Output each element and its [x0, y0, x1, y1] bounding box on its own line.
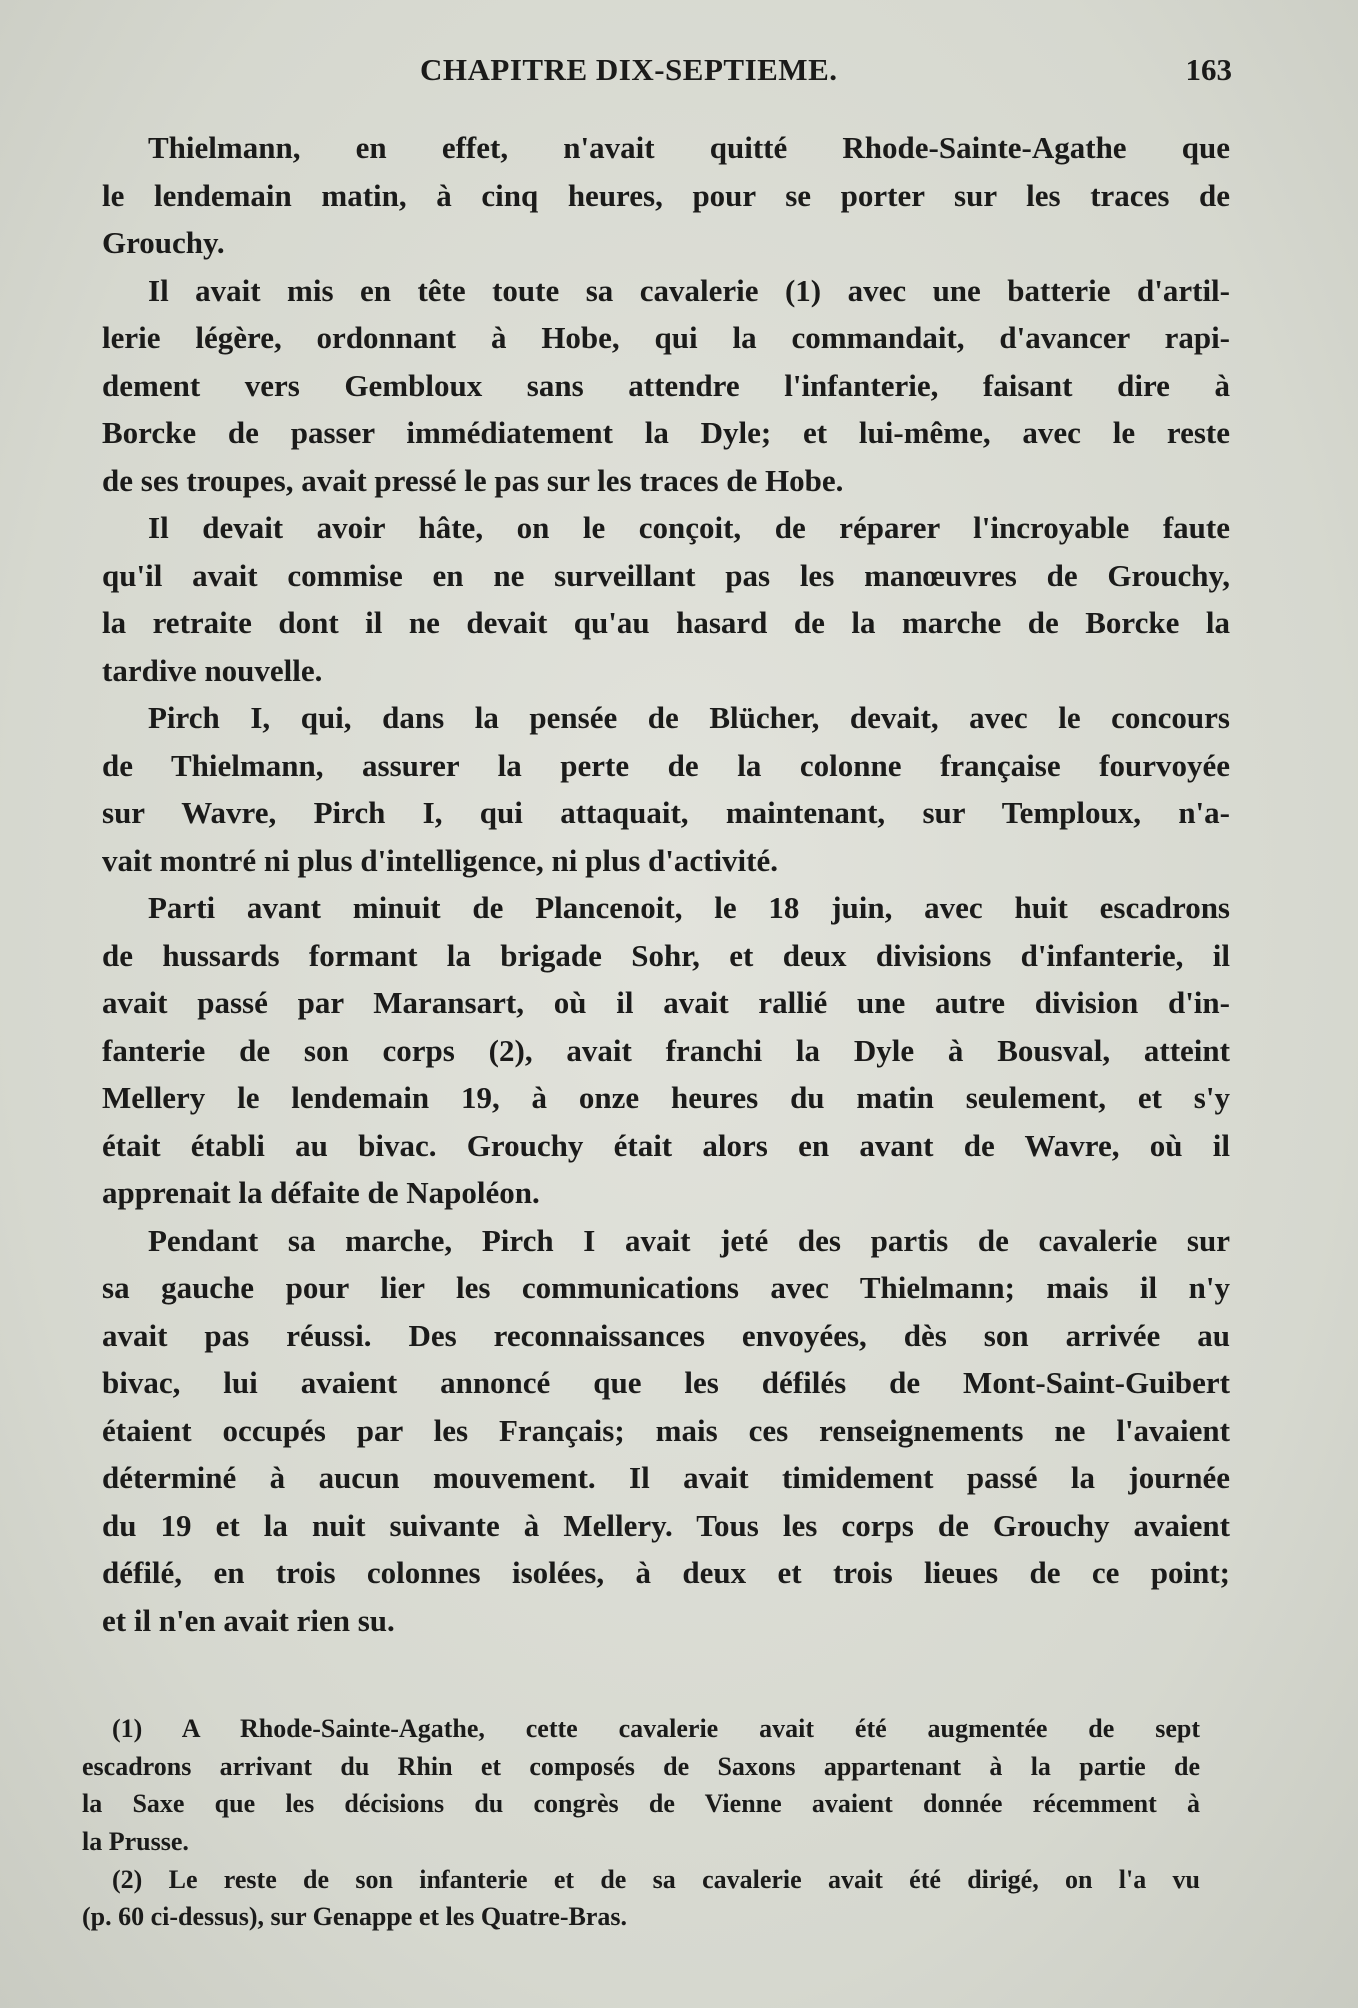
text-line: Pendant sa marche, Pirch I avait jeté des partis de cavalerie sur [148, 1222, 1230, 1258]
footnote-line: escadrons arrivant du Rhin et composés de Saxons appartenant à la partie de [82, 1751, 1200, 1781]
footnote-line: la Saxe que les décisions du congrès de Vienne avaient donnée récemment à [82, 1789, 1200, 1819]
text-line: fanterie de son corps (2), avait franchi la Dyle à Bousval, atteint [102, 1032, 1230, 1068]
text-line: sa gauche pour lier les communications avec Thielmann; mais il n'y [102, 1270, 1230, 1305]
text-line: de hussards formant la brigade Sohr, et deux divisions d'infanterie, il [102, 937, 1230, 973]
text-line: sur Wavre, Pirch I, qui attaquait, maintenant, sur Temploux, n'a- [102, 795, 1230, 830]
text-line: déterminé à aucun mouvement. Il avait timidement passé la journée [102, 1460, 1230, 1495]
text-line: défilé, en trois colonnes isolées, à deux et trois lieues de ce point; [102, 1555, 1230, 1590]
footnote-line: la Prusse. [82, 1827, 189, 1857]
footnote-line: (p. 60 ci-dessus), sur Genappe et les Quatre-Bras. [82, 1902, 628, 1932]
body-text [102, 124, 1230, 1644]
text-line: Mellery le lendemain 19, à onze heures du matin seulement, et s'y [102, 1080, 1230, 1115]
text-line: du 19 et la nuit suivante à Mellery. Tous les corps de Grouchy avaient [102, 1507, 1230, 1543]
text-line: était établi au bivac. Grouchy était alors en avant de Wavre, où il [102, 1127, 1230, 1163]
chapter-title: CHAPITRE DIX-SEPTIEME. [420, 52, 838, 87]
text-line: apprenait la défaite de Napoléon. [102, 1175, 540, 1210]
text-line: Thielmann, en effet, n'avait quitté Rhode-Sainte-Agathe que [148, 130, 1230, 165]
text-line: tardive nouvelle. [102, 652, 323, 688]
page-number: 163 [1185, 52, 1232, 87]
text-line: le lendemain matin, à cinq heures, pour se porter sur les traces de [102, 177, 1230, 213]
text-line: lerie légère, ordonnant à Hobe, qui la commandait, d'avancer rapi- [102, 320, 1230, 355]
text-line: Il avait mis en tête toute sa cavalerie (1) avec une batterie d'artil- [148, 272, 1230, 308]
text-line: avait pas réussi. Des reconnaissances envoyées, dès son arrivée au [102, 1317, 1230, 1353]
text-line: qu'il avait commise en ne surveillant pas les manœuvres de Grouchy, [102, 557, 1230, 593]
text-line: vait montré ni plus d'intelligence, ni plus d'activité. [102, 842, 779, 878]
text-line: Grouchy. [102, 225, 225, 260]
text-line: la retraite dont il ne devait qu'au hasard de la marche de Borcke la [102, 605, 1230, 640]
text-line: avait passé par Maransart, où il avait rallié une autre division d'in- [102, 985, 1230, 1020]
text-line: bivac, lui avaient annoncé que les défilés de Mont-Saint-Guibert [102, 1365, 1230, 1400]
text-line: de ses troupes, avait pressé le pas sur les traces de Hobe. [102, 462, 844, 498]
running-header [420, 52, 1232, 96]
text-line: de Thielmann, assurer la perte de la colonne française fourvoyée [102, 747, 1230, 783]
text-line: Borcke de passer immédiatement la Dyle; et lui-même, avec le reste [102, 415, 1230, 450]
footnotes [82, 1710, 1200, 1936]
text-line: et il n'en avait rien su. [102, 1602, 395, 1638]
text-line: dement vers Gembloux sans attendre l'infanterie, faisant dire à [102, 367, 1230, 403]
text-line: Parti avant minuit de Plancenoit, le 18 juin, avec huit escadrons [148, 890, 1230, 925]
footnote-line: (2) Le reste de son infanterie et de sa cavalerie avait été dirigé, on l'a vu [112, 1864, 1200, 1894]
text-line: étaient occupés par les Français; mais ces renseignements ne l'avaient [102, 1412, 1230, 1448]
footnote-line: (1) A Rhode-Sainte-Agathe, cette cavalerie avait été augmentée de sept [112, 1714, 1200, 1743]
text-line: Il devait avoir hâte, on le conçoit, de réparer l'incroyable faute [148, 510, 1230, 545]
text-line: Pirch I, qui, dans la pensée de Blücher, devait, avec le concours [148, 700, 1230, 735]
